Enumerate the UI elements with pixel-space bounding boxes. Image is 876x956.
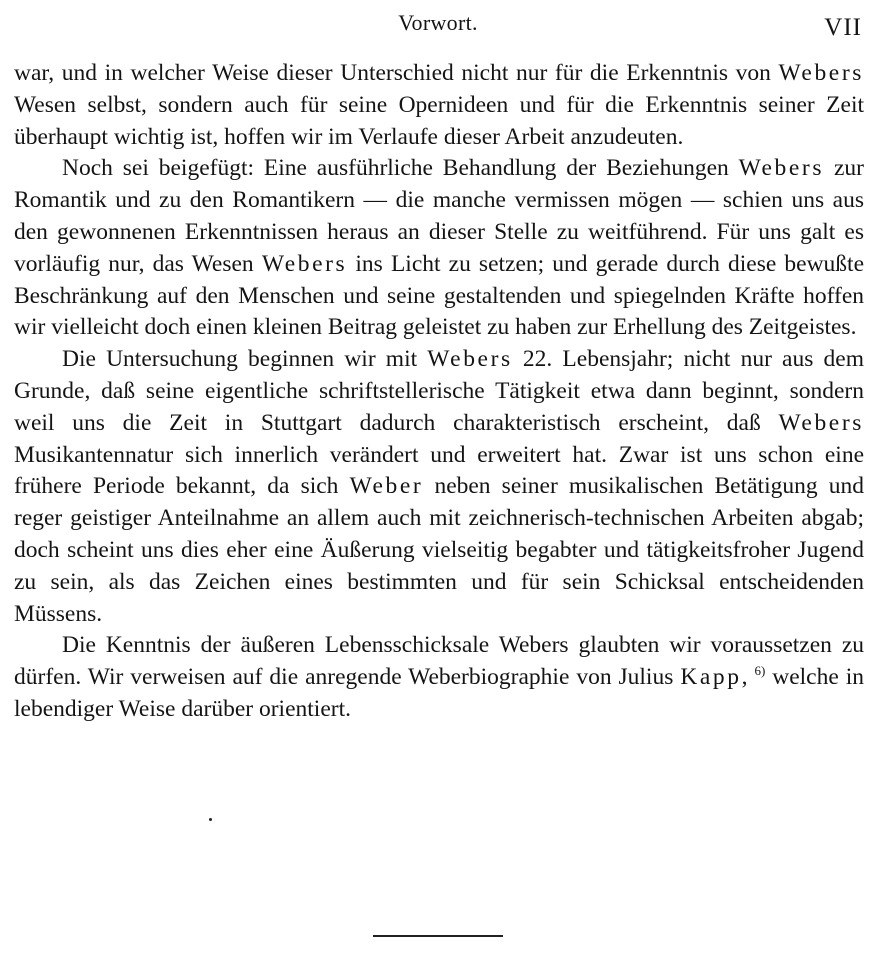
body-text <box>14 58 864 726</box>
text-run: Musikantennatur sich innerlich verändert und erweitert hat. Zwar ist uns schon eine frühere Periode bekannt, da sich <box>14 441 864 500</box>
spaced-name: Webers <box>778 409 864 436</box>
text-run: ins Licht zu setzen; und gerade durch diese bewußte Beschränkung auf den Menschen und seine gestaltenden und spiegelnden Kräfte hoffen wir vielleicht doch einen kleinen Beitrag geleistet zu haben zur Erhellung des Zeitgeistes. <box>14 250 865 341</box>
spaced-name: Webers <box>427 346 513 373</box>
spaced-name: Weber <box>349 473 424 500</box>
text-run: Die Kenntnis der äußeren Lebensschicksale Webers glaubten wir voraussetzen zu dürfen. Wir verweisen auf die anregende Weberbiographie von Julius <box>14 632 864 691</box>
text-run: Die Untersuchung beginnen wir mit <box>62 346 428 373</box>
paragraph-1 <box>14 58 864 153</box>
text-run: Noch sei beigefügt: Eine ausführliche Behandlung der Beziehungen <box>62 155 739 182</box>
text-run: Wesen selbst, sondern auch für seine Opernideen und für die Erkenntnis seiner Zeit überhaupt wichtig ist, hoffen wir im Verlaufe dieser Arbeit anzudeuten. <box>14 91 864 150</box>
spaced-name: Webers <box>738 155 825 182</box>
text-run: zur Romantik und zu den Romantikern — die manche vermissen mögen — schien uns aus den gewonnenen Erkenntnissen heraus an dieser Stelle zu weitführend. Für uns galt es vorläufig nur, das Wesen <box>14 155 864 277</box>
text-run: 22. Lebensjahr; nicht nur aus dem Grunde, daß seine eigentliche schriftstellerische Tätigkeit etwa dann beginnt, sondern weil uns die Zeit in Stuttgart dadurch charakteristisch erscheint, daß <box>14 346 864 436</box>
paragraph-4 <box>14 630 864 725</box>
running-head <box>14 10 862 40</box>
text-run: welche in lebendiger Weise darüber orientiert. <box>14 664 865 722</box>
running-title: Vorwort. <box>398 10 478 35</box>
spaced-name: Webers <box>261 250 348 277</box>
footnote-reference: 6) <box>754 663 766 679</box>
text-run: neben seiner musikalischen Betätigung und reger geistiger Anteilnahme an allem auch mit zeichnerisch-technischen Arbeiten abgab; doch scheint uns dies eher eine Äußerung vielseitig begabter und tätigkeitsfroher Jugend zu sein, als das Zeichen eines bestimmten und für sein Schicksal entscheidenden Müssens. <box>14 473 864 627</box>
spaced-name: Kapp <box>680 664 742 691</box>
page-number: VII <box>824 14 862 41</box>
end-rule <box>373 935 503 937</box>
spaced-name: Webers <box>778 60 864 86</box>
paragraph-3 <box>14 344 864 630</box>
text-run: war, und in welcher Weise dieser Unterschied nicht nur für die Erkenntnis von <box>14 60 779 86</box>
print-speck <box>209 818 212 821</box>
text-run: , <box>741 664 755 691</box>
paragraph-2 <box>14 153 864 344</box>
